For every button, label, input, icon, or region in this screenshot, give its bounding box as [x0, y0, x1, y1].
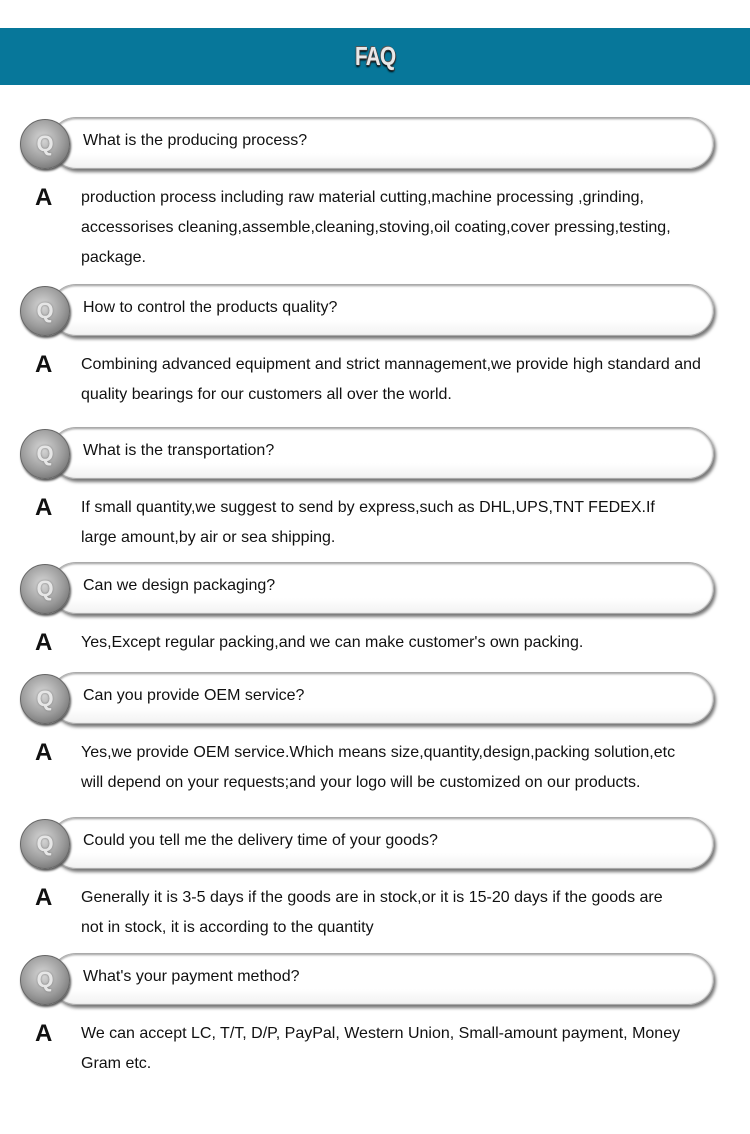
q-badge-icon [20, 674, 70, 724]
a-letter: A [35, 494, 53, 521]
q-letter: Q [36, 576, 54, 601]
answer-line: If small quantity,we suggest to send by express,such as DHL,UPS,TNT FEDEX.If [81, 499, 655, 516]
question-text: How to control the products quality? [83, 299, 338, 316]
question-text: What's your payment method? [83, 968, 300, 985]
answer-line: not in stock, it is according to the quantity [81, 919, 374, 936]
question-text: What is the transportation? [83, 442, 275, 459]
answer-line: package. [81, 249, 146, 266]
answer-line: Yes,Except regular packing,and we can make customer's own packing. [81, 634, 584, 651]
question-text: Can you provide OEM service? [83, 687, 305, 704]
answer-line: Gram etc. [81, 1055, 152, 1072]
answer-text [81, 183, 671, 273]
a-letter: A [35, 1020, 53, 1047]
answer-line: will depend on your requests;and your logo will be customized on our products. [81, 774, 641, 791]
answer-line: accessorises cleaning,assemble,cleaning,stoving,oil coating,cover pressing,testing, [81, 219, 671, 236]
question-text: Can we design packaging? [83, 577, 276, 594]
a-letter: A [35, 884, 53, 911]
q-badge-icon [20, 955, 70, 1005]
answer-text [81, 628, 583, 658]
answer-line: Combining advanced equipment and strict mannagement,we provide high standard and [81, 356, 701, 373]
a-letter: A [35, 351, 53, 378]
answer-line: We can accept LC, T/T, D/P, PayPal, Western Union, Small-amount payment, Money [81, 1025, 681, 1042]
q-letter: Q [36, 967, 54, 992]
q-letter: Q [36, 831, 54, 856]
a-letter: A [35, 739, 53, 766]
q-letter: Q [36, 131, 54, 156]
answer-text [81, 1019, 680, 1079]
faq-header [0, 28, 750, 85]
q-badge-icon [20, 564, 70, 614]
q-letter: Q [36, 441, 54, 466]
faq-title: FAQ [354, 41, 396, 71]
a-letter: A [35, 629, 53, 656]
question-text: What is the producing process? [83, 132, 308, 149]
answer-text [81, 883, 663, 943]
answer-line: Generally it is 3-5 days if the goods are in stock,or it is 15-20 days if the goods are [81, 889, 663, 906]
answer-line: large amount,by air or sea shipping. [81, 529, 336, 546]
q-badge-icon [20, 119, 70, 169]
answer-line: production process including raw material cutting,machine processing ,grinding, [81, 189, 644, 206]
q-badge-icon [20, 286, 70, 336]
answer-text [81, 493, 655, 553]
q-letter: Q [36, 686, 54, 711]
answer-line: quality bearings for our customers all over the world. [81, 386, 452, 403]
answer-text [81, 738, 675, 798]
answer-text [81, 350, 701, 410]
answer-line: Yes,we provide OEM service.Which means size,quantity,design,packing solution,etc [81, 744, 676, 761]
q-letter: Q [36, 298, 54, 323]
question-text: Could you tell me the delivery time of your goods? [83, 832, 438, 849]
q-badge-icon [20, 819, 70, 869]
q-badge-icon [20, 429, 70, 479]
a-letter: A [35, 184, 53, 211]
